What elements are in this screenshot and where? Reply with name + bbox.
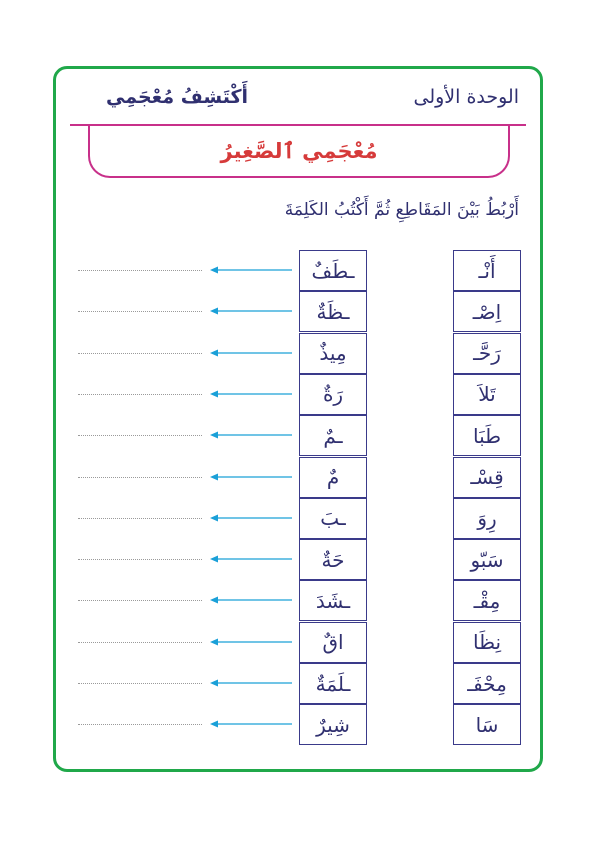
- arrow-left-icon: [210, 513, 292, 523]
- syllable-box-left: ـظَةٌ: [299, 291, 367, 332]
- syllable-box-right: نِظَا: [453, 622, 521, 663]
- answer-line[interactable]: [78, 477, 202, 478]
- answer-line[interactable]: [78, 311, 202, 312]
- syllable-box-left: ـمٌ: [299, 415, 367, 456]
- arrow-left-icon: [210, 265, 292, 275]
- answer-line[interactable]: [78, 683, 202, 684]
- syllable-box-right: مِحْفَـ: [453, 663, 521, 704]
- arrow-left-icon: [210, 595, 292, 605]
- arrow-left-icon: [210, 719, 292, 729]
- title-banner: [88, 126, 510, 178]
- syllable-box-right: رِوَ: [453, 498, 521, 539]
- syllable-box-left: مٌ: [299, 457, 367, 498]
- syllable-box-right: أَنْـ: [453, 250, 521, 291]
- syllable-box-left: شِيرٌ: [299, 704, 367, 745]
- answer-line[interactable]: [78, 724, 202, 725]
- syllable-box-left: رَةٌ: [299, 374, 367, 415]
- arrow-left-icon: [210, 430, 292, 440]
- syllable-box-left: مِيذٌ: [299, 333, 367, 374]
- syllable-box-right: طَبَا: [453, 415, 521, 456]
- syllable-box-right: سَا: [453, 704, 521, 745]
- answer-line[interactable]: [78, 600, 202, 601]
- answer-line[interactable]: [78, 270, 202, 271]
- answer-line[interactable]: [78, 642, 202, 643]
- syllable-box-right: تَلاَ: [453, 374, 521, 415]
- syllable-box-right: اِصْـ: [453, 291, 521, 332]
- syllable-box-right: رَحَّـ: [453, 333, 521, 374]
- banner-title: مُعْجَمِي ٱلصَّغِيرُ: [220, 139, 378, 163]
- arrow-left-icon: [210, 637, 292, 647]
- syllable-box-left: حَةٌ: [299, 539, 367, 580]
- arrow-left-icon: [210, 306, 292, 316]
- arrow-left-icon: [210, 678, 292, 688]
- arrow-left-icon: [210, 472, 292, 482]
- answer-line[interactable]: [78, 435, 202, 436]
- unit-title: الوحدة الأولى: [413, 86, 519, 108]
- syllable-box-right: قِسْـ: [453, 457, 521, 498]
- lesson-title: أَكْتَشِفُ مُعْجَمِي: [106, 86, 249, 108]
- arrow-left-icon: [210, 389, 292, 399]
- syllable-box-left: ـلَمَةٌ: [299, 663, 367, 704]
- syllable-box-right: مِقْـ: [453, 580, 521, 621]
- syllable-box-left: ـطَفٌ: [299, 250, 367, 291]
- syllable-box-right: سَبّو: [453, 539, 521, 580]
- syllable-box-left: ـبَ: [299, 498, 367, 539]
- answer-line[interactable]: [78, 394, 202, 395]
- arrow-left-icon: [210, 554, 292, 564]
- syllable-box-left: اقٌ: [299, 622, 367, 663]
- arrow-left-icon: [210, 348, 292, 358]
- answer-line[interactable]: [78, 559, 202, 560]
- answer-line[interactable]: [78, 518, 202, 519]
- answer-line[interactable]: [78, 353, 202, 354]
- exercise-instruction: أَرْبُطُ بَيْنَ المَقَاطِعِ ثُمَّ أَكْتُبُ الكَلِمَةَ: [284, 200, 519, 220]
- syllable-box-left: ـشَدَ: [299, 580, 367, 621]
